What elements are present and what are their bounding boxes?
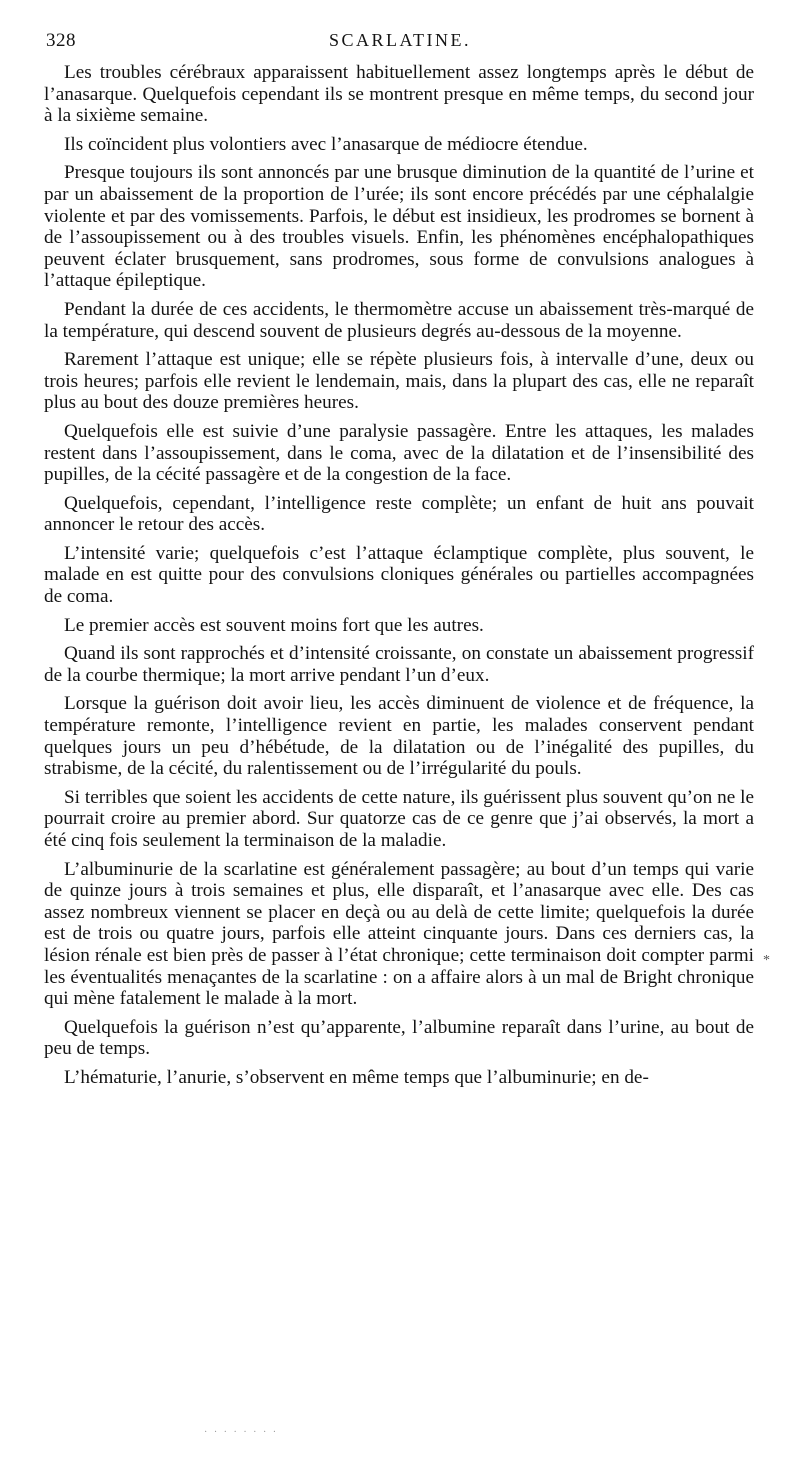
paragraph: Quelquefois la guérison n’est qu’apparente, l’albumine reparaît dans l’urine, au bout de peu de temps.: [44, 1016, 754, 1060]
paragraph: Lorsque la guérison doit avoir lieu, les accès diminuent de violence et de fréquence, la température remonte, l’intelligence revient en partie, les malades conservent pendant quelques jours un peu d’hébétude, de la dilatation ou de l’inégalité des pupilles, du strabisme, de la cécité, du ralentissement ou de l’irrégularité du pouls.: [44, 693, 754, 780]
paragraph: L’intensité varie; quelquefois c’est l’attaque éclamptique complète, plus souvent, le malade en est quitte pour des convulsions cloniques générales ou partielles accompagnées de coma.: [44, 542, 754, 608]
footer-mark: · · · · · · · ·: [204, 1427, 279, 1438]
paragraph: Rarement l’attaque est unique; elle se répète plusieurs fois, à intervalle d’une, deux ou trois heures; parfois elle revient le lendemain, mais, dans la plupart des cas, elle ne reparaît plus au bout des douze premières heures.: [44, 349, 754, 414]
running-title: SCARLATINE.: [328, 30, 471, 50]
margin-mark: *: [763, 953, 770, 968]
body-text: [44, 62, 754, 1096]
paragraph: Si terribles que soient les accidents de cette nature, ils guérissent plus souvent qu’on ne le pourrait croire au premier abord. Sur quatorze cas de ce genre que j’ai observés, la mort a été cinq fois seulement la terminaison de la maladie.: [44, 786, 754, 851]
paragraph: Quand ils sont rapprochés et d’intensité croissante, on constate un abaissement progressif de la courbe thermique; la mort arrive pendant l’un d’eux.: [44, 643, 754, 686]
page-number: 328: [46, 30, 76, 51]
paragraph: Le premier accès est souvent moins fort que les autres.: [64, 614, 484, 636]
paragraph: Presque toujours ils sont annoncés par une brusque diminution de la quantité de l’urine et par un abaissement de la proportion de l’urée; ils sont encore précédés par une céphalalgie violente et par des vomissements. Parfois, le début est insidieux, les prodromes se bornent à de l’assoupissement ou à des troubles visuels. Enfin, les phénomènes encéphalopathiques peuvent éclater brusquement, sans prodromes, sous forme de convulsions analogues à l’attaque épileptique.: [44, 162, 754, 292]
paragraph: Pendant la durée de ces accidents, le thermomètre accuse un abaissement très-marqué de la température, qui descend souvent de plusieurs degrés au-dessous de la moyenne.: [44, 298, 754, 342]
paragraph: L’hématurie, l’anurie, s’observent en même temps que l’albuminurie; en de-: [64, 1066, 649, 1088]
paragraph: Les troubles cérébraux apparaissent habituellement assez longtemps après le début de l’anasarque. Quelquefois cependant ils se montrent presque en même temps, du second jour à la sixième semaine.: [44, 62, 754, 127]
paragraph: L’albuminurie de la scarlatine est généralement passagère; au bout d’un temps qui varie de quinze jours à trois semaines et plus, elle disparaît, et l’anasarque avec elle. Des cas assez nombreux viennent se placer en deçà ou au delà de cette limite; quelquefois la durée est de trois ou quatre jours, parfois elle atteint cinquante jours. Dans ces derniers cas, la lésion rénale est bien près de passer à l’état chronique; cette terminaison doit compter parmi les éventualités menaçantes de la scarlatine : on a affaire alors à un mal de Bright chronique qui mène fatalement le malade à la mort.: [44, 858, 754, 1010]
page-header: [46, 30, 754, 56]
paragraph: Quelquefois elle est suivie d’une paralysie passagère. Entre les attaques, les malades restent dans l’assoupissement, dans le coma, avec de la dilatation et de l’insensibilité des pupilles, de la cécité passagère et de la congestion de la face.: [44, 420, 754, 486]
paragraph: Quelquefois, cependant, l’intelligence reste complète; un enfant de huit ans pouvait annoncer le retour des accès.: [44, 492, 754, 536]
paragraph: Ils coïncident plus volontiers avec l’anasarque de médiocre étendue.: [64, 133, 588, 155]
